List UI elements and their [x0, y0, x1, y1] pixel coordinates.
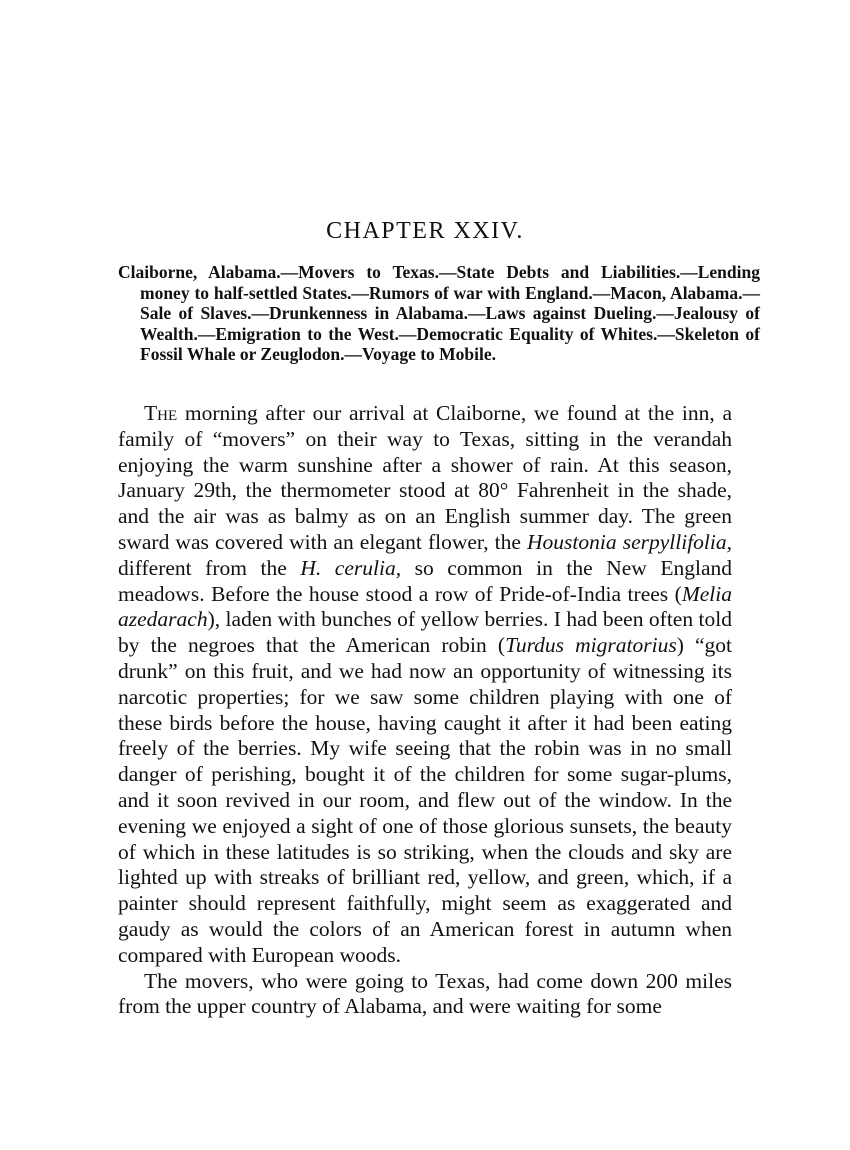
paragraph-1-text-d: ), laden with bunches of yellow berries. I had been often told by the negroes that the American robin (: [118, 607, 732, 658]
paragraph-1: [118, 401, 732, 969]
paragraph-1-lead: The: [144, 401, 178, 425]
paragraph-1-text-a: morning after our arrival at Claiborne, we found at the inn, a family of “movers” on their way to Texas, sitting in the verandah enjoying the warm sunshine after a shower of rain. At this season, January 29th, the thermometer stood at 80° Fahrenheit in the shade, and the air was as balmy as on an English summer day. The green sward was covered with an elegant flower, the: [118, 401, 732, 554]
species-houstonia: Houstonia serpyllifolia,: [527, 529, 732, 554]
chapter-title: CHAPTER XXIV.: [326, 218, 524, 244]
paragraph-1-text-b: different from the: [118, 555, 301, 580]
species-turdus: Turdus migratorius: [505, 633, 677, 658]
paragraph-1-text-c: so common in the New England meadows. Before the house stood a row of Pride-of-India trees (: [118, 555, 732, 606]
paragraph-2: The movers, who were going to Texas, had come down 200 miles from the upper country of Alabama, and were waiting for some: [118, 968, 732, 1019]
paragraph-1-text-e: ) “got drunk” on this fruit, and we had now an opportunity of witnessing its narcotic properties; for we saw some children playing with one of these birds before the house, having caught it after it had been eating freely of the berries. My wife seeing that the robin was in no small danger of perishing, bought it of the children for some sugar-plums, and it soon revived in our room, and flew out of the window. In the evening we enjoyed a sight of one of those glorious sunsets, the beauty of which in these latitudes is so striking, when the clouds and sky are lighted up with streaks of brilliant red, yellow, and green, which, if a painter should represent faithfully, might seem as exaggerated and gaudy as would the colors of an American forest in autumn when compared with European woods.: [118, 633, 732, 967]
species-cerulia: H. cerulia,: [300, 555, 402, 580]
chapter-summary: Claiborne, Alabama.—Movers to Texas.—State Debts and Liabilities.—Lending money to half-settled States.—Rumors of war with England.—Macon, Alabama.—Sale of Slaves.—Drunkenness in Alabama.—Laws against Dueling.—Jealousy of Wealth.—Emigration to the West.—Democratic Equality of Whites.—Skeleton of Fossil Whale or Zeuglodon.—Voyage to Mobile.: [118, 262, 760, 364]
chapter-body: [118, 401, 732, 1020]
species-melia: Melia azedarach: [118, 581, 732, 632]
